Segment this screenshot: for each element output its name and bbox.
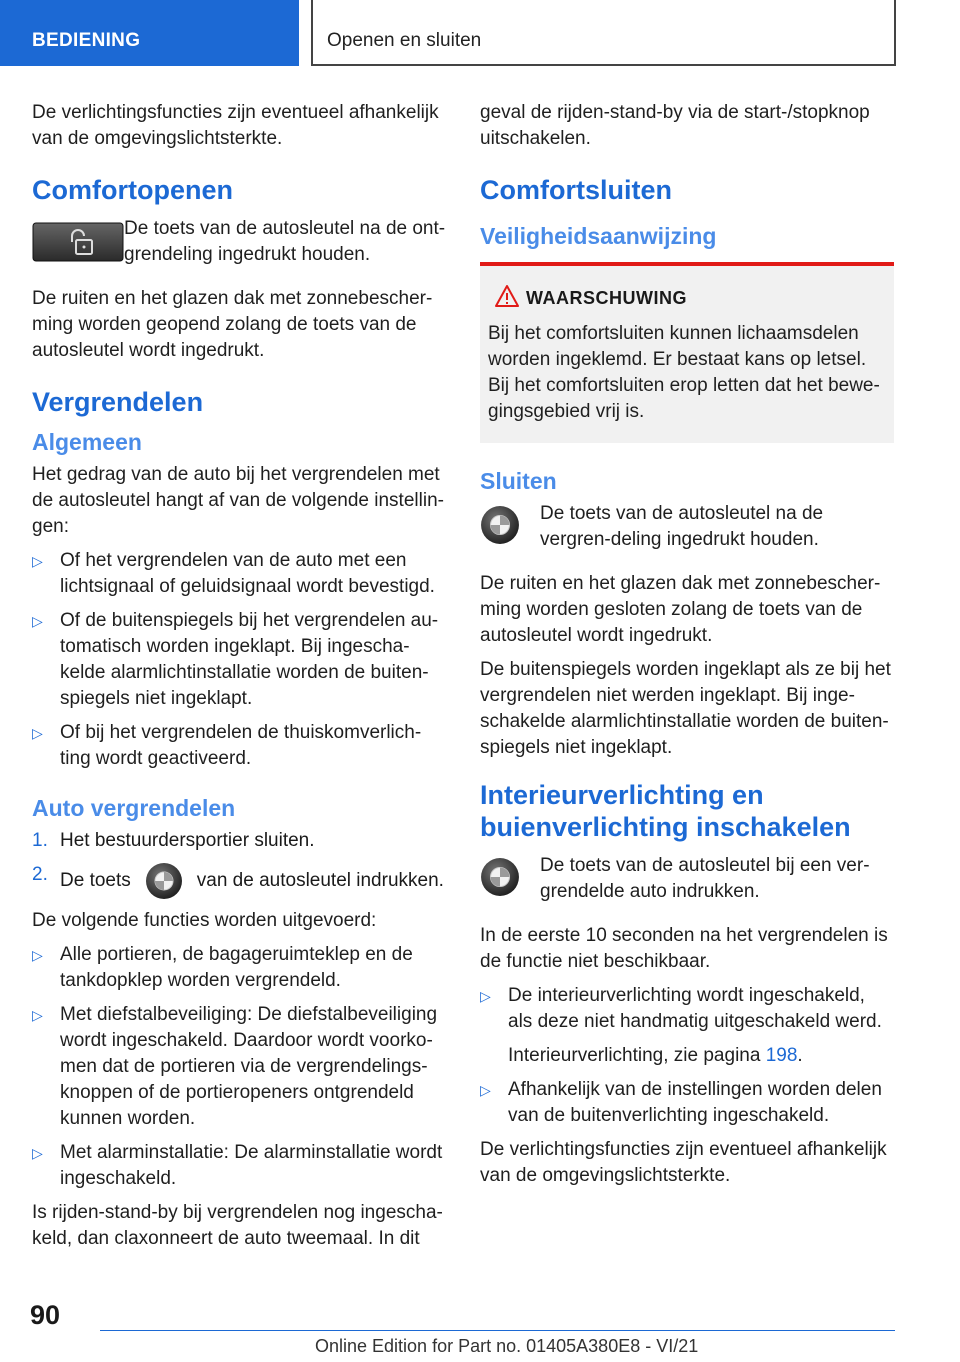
list-item: ▷ Met diefstalbeveiliging: De diefstalbeveiliging wordt ingeschakeld. Daardoor wordt voorko-men dat de portieren via de vergrendelings-knoppen of de portieropeners ontgrendeld kunnen worden. — [32, 1004, 438, 1129]
list-item: ▷ Of het vergrendelen van de auto met een lichtsignaal of geluidsignaal wordt bevestigd. — [32, 550, 435, 597]
warning-triangle-icon — [494, 284, 520, 313]
close-key-text: De toets van de autosleutel na de vergren-deling ingedrukt houden. — [540, 503, 824, 550]
list-item: ▷ Afhankelijk van de instellingen worden delen van de buitenverlichting ingeschakeld. — [480, 1079, 882, 1126]
close-body-2: De buitenspiegels worden ingeklapt als ze bij het vergrendelen niet werden ingeklapt. Bij inge-schakelde alarmlichtinstallatie worden de buiten-spiegels niet ingeklapt. — [480, 659, 891, 758]
heading-comfortopenen: Comfortopenen — [32, 175, 233, 205]
interior-key-row — [480, 853, 894, 913]
list-item: ▷ Met alarminstallatie: De alarminstallatie wordt ingeschakeld. — [32, 1142, 443, 1189]
continued-text: geval de rijden-stand-by via de start-/stopknop uitschakelen. — [480, 102, 870, 149]
triangle-bullet-icon: ▷ — [480, 988, 491, 1004]
page-link-198[interactable]: 198 — [765, 1045, 798, 1066]
outro-text: De verlichtingsfuncties zijn eventueel afhankelijk van de omgevingslichtsterkte. — [480, 1139, 887, 1186]
footer-divider — [100, 1330, 895, 1331]
section-tab: BEDIENING — [0, 0, 299, 66]
comfortopenen-body: De ruiten en het glazen dak met zonnebescher-ming worden geopend zolang de toets van de autosleutel wordt ingedrukt. — [32, 288, 433, 361]
heading-interieurverlichting: Interieurverlichting en buienverlichting inschakelen — [480, 780, 851, 842]
list-item: ▷ Of de buitenspiegels bij het vergrendelen au-tomatisch worden ingeklapt. Bij ingescha-kelde alarmlichtinstallatie worden de buiten-spiegels niet ingeklapt. — [32, 610, 439, 709]
warning-box — [480, 262, 894, 443]
bmw-logo-key-icon — [480, 857, 520, 902]
interior-key-text: De toets van de autosleutel bij een ver-grendelde auto indrukken. — [540, 855, 870, 902]
step-item: 1. Het bestuurdersportier sluiten. — [32, 830, 315, 851]
bmw-logo-key-icon — [145, 862, 183, 900]
list-item: ▷ De interieurverlichting wordt ingeschakeld, als deze niet handmatig uitgeschakeld werd. Interieurverlichting, zie pagina 198. — [480, 983, 894, 1069]
triangle-bullet-icon: ▷ — [32, 1007, 43, 1023]
standby-text: Is rijden-stand-by bij vergrendelen nog ingescha-keld, dan claxonneert de auto tweemaal. In dit — [32, 1202, 443, 1249]
left-column — [32, 100, 446, 1260]
unlock-key-text: De toets van de autosleutel na de ont-grendeling ingedrukt houden. — [124, 218, 446, 265]
heading-sluiten: Sluiten — [480, 468, 557, 494]
warning-body: Bij het comfortsluiten kunnen lichaamsdelen worden ingeklemd. Er bestaat kans op letsel. Bij het comfortsluiten erop letten dat het bewe-gingsgebied vrij is. — [488, 323, 880, 422]
bmw-logo-key-icon — [480, 505, 520, 550]
triangle-bullet-icon: ▷ — [480, 1082, 491, 1098]
warning-title: WAARSCHUWING — [526, 288, 886, 309]
settings-list — [32, 548, 446, 772]
heading-veiligheidsaanwijzing: Veiligheidsaanwijzing — [480, 223, 717, 249]
page-number: 90 — [30, 1300, 61, 1330]
unlock-key-icon — [32, 220, 124, 269]
page-header — [0, 0, 960, 66]
algemeen-body: Het gedrag van de auto bij het vergrendelen met de autosleutel hangt af van de volgende instellin-gen: — [32, 464, 444, 537]
footer-edition: Online Edition for Part no. 01405A380E8 - VI/21 — [315, 1336, 699, 1356]
interior-body: In de eerste 10 seconden na het vergrendelen is de functie niet beschikbaar. — [480, 925, 888, 972]
interior-list — [480, 983, 894, 1129]
triangle-bullet-icon: ▷ — [32, 1145, 43, 1161]
heading-auto-vergrendelen: Auto vergrendelen — [32, 795, 236, 821]
lock-steps — [32, 828, 446, 900]
heading-comfortsluiten: Comfortsluiten — [480, 175, 672, 205]
interior-reference: Interieurverlichting, zie pagina 198. — [508, 1045, 803, 1066]
list-item: ▷ Alle portieren, de bagageruimteklep en de tankdopklep worden vergrendeld. — [32, 944, 413, 991]
list-item: ▷ Of bij het vergrendelen de thuiskomverlich-ting wordt geactiveerd. — [32, 722, 422, 769]
right-column — [480, 100, 894, 1197]
close-key-row — [480, 501, 894, 561]
unlock-key-row — [32, 216, 446, 276]
functions-intro: De volgende functies worden uitgevoerd: — [32, 910, 377, 931]
intro-text: De verlichtingsfuncties zijn eventueel afhankelijk van de omgevingslichtsterkte. — [32, 102, 439, 149]
chapter-title: Openen en sluiten — [311, 0, 896, 66]
step-item: 2. De toets van de autosleutel indrukken. — [32, 862, 446, 900]
heading-algemeen: Algemeen — [32, 429, 142, 455]
triangle-bullet-icon: ▷ — [32, 613, 43, 629]
triangle-bullet-icon: ▷ — [32, 553, 43, 569]
triangle-bullet-icon: ▷ — [32, 725, 43, 741]
functions-list — [32, 942, 446, 1192]
heading-vergrendelen: Vergrendelen — [32, 387, 204, 417]
close-body-1: De ruiten en het glazen dak met zonnebescher-ming worden gesloten zolang de toets van de autosleutel wordt ingedrukt. — [480, 573, 881, 646]
triangle-bullet-icon: ▷ — [32, 947, 43, 963]
